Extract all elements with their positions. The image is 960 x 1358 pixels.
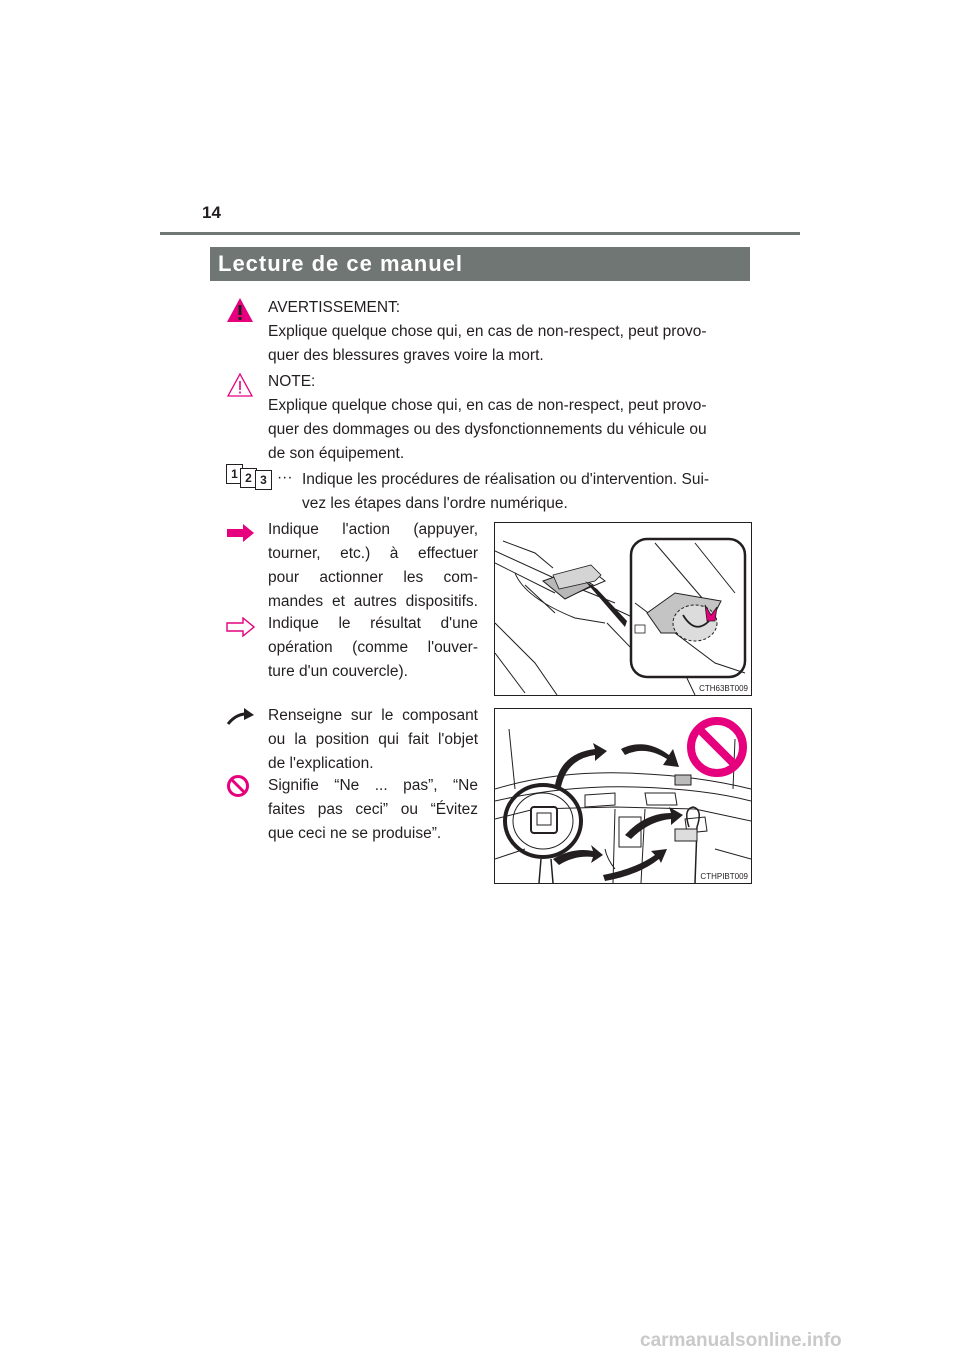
prohibited-icon [226,774,250,798]
overhead-figure-code: CTH63BT009 [699,684,748,693]
steps-line-2: vez les étapes dans l'ordre numérique. [302,495,568,512]
warning-label: AVERTISSEMENT: [268,299,401,316]
notice-label: NOTE: [268,373,316,390]
dashboard-figure [494,708,752,884]
action-arrow-icon [226,523,256,543]
action-line-2: tourner, etc.) à effectuer [268,545,478,562]
notice-line-2: quer des dommages ou des dysfonctionnements du véhicule ou [268,421,707,438]
action-line-1: Indique l'action (appuyer, [268,521,478,538]
warning-line-1: Explique quelque chose qui, en cas de non-respect, peut provo- [268,323,707,340]
section-header [210,247,750,281]
action-line-3: pour actionner les com- [268,569,478,586]
prohibited-line-3: que ceci ne se produise”. [268,825,442,842]
component-description [268,704,478,776]
overhead-console-illustration [495,523,751,695]
step-box-2: 2 [240,468,257,488]
action-description [268,518,478,614]
prohibited-line-1: Signifie “Ne ... pas”, “Ne [268,777,478,794]
prohibited-line-2: faites pas ceci” ou “Évitez [268,801,478,818]
result-line-2: opération (comme l'ouver- [268,639,478,656]
notice-line-1: Explique quelque chose qui, en cas de non-respect, peut provo- [268,397,707,414]
step-box-1: 1 [226,464,243,484]
dashboard-figure-code: CTHPIBT009 [700,872,748,881]
notice-line-3: de son équipement. [268,445,405,462]
component-pointer-icon [226,706,256,728]
step-dots: ··· [277,469,293,486]
component-line-1: Renseigne sur le composant [268,707,478,724]
result-arrow-icon [226,617,256,637]
dashboard-illustration [495,709,751,883]
watermark: carmanualsonline.info [640,1330,842,1351]
component-line-2: ou la position qui fait l'objet [268,731,478,748]
component-line-3: de l'explication. [268,755,374,772]
section-title: Lecture de ce manuel [218,251,463,276]
result-line-3: ture d'un couvercle). [268,663,408,680]
prohibited-description [268,774,478,846]
step-box-3: 3 [255,470,272,490]
steps-line-1: Indique les procédures de réalisation ou d'intervention. Sui- [302,471,710,488]
result-description [268,612,478,684]
result-line-1: Indique le résultat d'une [268,615,478,632]
page-number: 14 [202,203,221,222]
header-rule [160,232,800,235]
notice-icon [226,372,254,398]
overhead-console-figure [494,522,752,696]
warning-icon [226,297,254,323]
action-line-4: mandes et autres dispositifs. [268,593,478,610]
warning-line-2: quer des blessures graves voire la mort. [268,347,544,364]
